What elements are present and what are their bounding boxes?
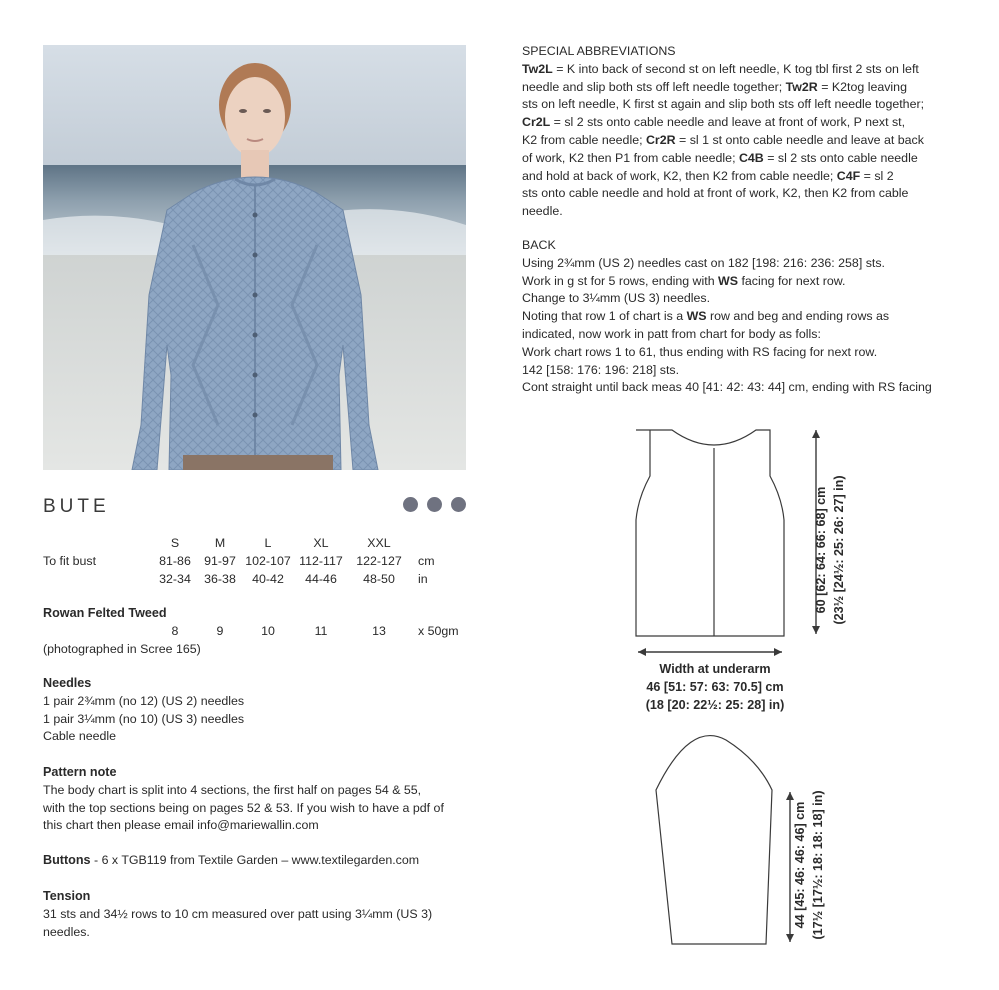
pattern-note-line: with the top sections being on pages 52 & 53. If you wish to have a pdf of	[43, 800, 444, 815]
needle-item: 1 pair 3¼mm (no 10) (US 3) needles	[43, 711, 245, 726]
yarn-qty: 9	[216, 624, 224, 638]
abbreviations-segment: = sl 2 sts onto cable needle and leave at front of work, P next st,	[550, 115, 906, 130]
buttons-text: - 6 x TGB119 from Textile Garden – www.textilegarden.com	[90, 853, 420, 867]
back-segment: facing for next row.	[738, 273, 846, 288]
abbreviations-segment: K2 from cable needle;	[522, 132, 646, 147]
abbreviations-segment: sts onto cable needle and hold at front of work, K2, then K2 from cable	[522, 186, 909, 201]
pattern-note-section	[43, 764, 444, 835]
abbreviations-line	[522, 96, 924, 114]
bust-in: 48-50	[363, 572, 395, 586]
back-line	[522, 344, 932, 362]
back-text	[522, 255, 932, 397]
model-illustration	[43, 45, 466, 470]
abbreviations-segment: C4F	[836, 168, 861, 183]
back-segment: Noting that row 1 of chart is a	[522, 309, 687, 324]
abbreviations-segment: sts on left needle, K first st again and slip both sts off left needle together;	[522, 97, 925, 112]
unit-cm: cm	[418, 554, 435, 568]
needles-section	[43, 675, 244, 746]
abbreviations-segment: of work, K2 then P1 from cable needle;	[522, 150, 739, 165]
yarn-note: (photographed in Scree 165)	[43, 642, 201, 656]
bust-in: 44-46	[305, 572, 337, 586]
back-line	[522, 362, 932, 380]
abbreviations-segment: Tw2L	[522, 61, 553, 76]
bust-cm: 122-127	[356, 554, 402, 568]
width-in: (18 [20: 22½: 25: 28] in)	[645, 698, 785, 712]
tension-title: Tension	[43, 889, 91, 903]
abbreviations-segment: = sl 2	[860, 168, 894, 183]
abbreviations-segment: C4B	[738, 150, 764, 165]
abbreviations-segment: = sl 1 st onto cable needle and leave at back	[675, 132, 924, 147]
sweater-photo	[43, 45, 466, 470]
size-header: L	[264, 536, 272, 550]
bust-cm: 91-97	[204, 554, 236, 568]
sleeve-length-label	[791, 750, 831, 980]
pattern-note-line: this chart then please email info@mariewallin.com	[43, 818, 319, 833]
back-line	[522, 255, 932, 273]
abbreviations-line	[522, 61, 924, 79]
abbreviations-line	[522, 132, 924, 150]
skill-dot	[403, 497, 418, 512]
yarn-qty: 11	[314, 624, 328, 638]
bust-cm: 112-117	[299, 554, 343, 568]
abbreviations-segment: Cr2R	[645, 132, 676, 147]
abbreviations-line	[522, 150, 924, 168]
body-width-label	[600, 660, 830, 714]
skill-dot	[427, 497, 442, 512]
yarn-qty: 8	[171, 624, 179, 638]
abbreviations-line	[522, 185, 924, 203]
size-header: XL	[313, 536, 329, 550]
back-segment: Using 2¾mm (US 2) needles cast on 182 [198: 216: 236: 258] sts.	[522, 255, 885, 270]
back-segment: Cont straight until back meas 40 [41: 42: 43: 44] cm, ending with RS facing	[522, 380, 932, 395]
tension-section	[43, 888, 432, 941]
back-section	[522, 237, 932, 397]
abbreviations-text	[522, 61, 924, 221]
back-line	[522, 326, 932, 344]
needles-title: Needles	[43, 676, 92, 690]
unit-in: in	[418, 572, 428, 586]
abbreviations-line	[522, 114, 924, 132]
fit-bust-label: To fit bust	[43, 554, 97, 568]
back-line	[522, 290, 932, 308]
back-title: BACK	[522, 238, 556, 252]
bust-in: 40-42	[252, 572, 284, 586]
bust-in: 32-34	[159, 572, 191, 586]
height-in: (23½ [24½: 25: 26: 27] in)	[832, 475, 846, 625]
back-line	[522, 273, 932, 291]
back-line	[522, 379, 932, 397]
sleeve-length-in: (17½ [17½: 18: 18: 18] in)	[811, 790, 825, 940]
abbreviations-segment: = K into back of second st on left needle, K tog tbl first 2 sts on left	[552, 61, 919, 76]
size-header: S	[170, 536, 180, 550]
body-height-label	[812, 430, 852, 670]
abbreviations-line	[522, 203, 924, 221]
height-cm: 60 [62: 64: 66: 68] cm	[814, 486, 828, 614]
back-segment: Work in g st for 5 rows, ending with	[522, 273, 719, 288]
width-cm: 46 [51: 57: 63: 70.5] cm	[646, 680, 784, 694]
abbreviations-segment: needle and slip both sts off left needle together;	[522, 79, 786, 94]
buttons-section	[43, 852, 419, 870]
body-outline	[636, 430, 784, 636]
width-label: Width at underarm	[659, 662, 771, 676]
sleeve-outline	[656, 736, 772, 944]
abbreviations-segment: Cr2L	[522, 115, 551, 130]
yarn-qty: 13	[372, 624, 386, 638]
pattern-title: BUTE	[43, 496, 110, 517]
sleeve-length-cm: 44 [45: 46: 46: 46] cm	[793, 801, 807, 929]
abbreviations-segment: = K2tog leaving	[817, 79, 907, 94]
abbreviations-title: SPECIAL ABBREVIATIONS	[522, 44, 676, 58]
needle-item: Cable needle	[43, 729, 117, 744]
buttons-title: Buttons	[43, 853, 91, 867]
size-header: M	[214, 536, 226, 550]
bust-cm: 102-107	[245, 554, 291, 568]
abbreviations-segment: and hold at back of work, K2, then K2 from cable needle;	[522, 168, 837, 183]
needle-item: 1 pair 2¾mm (no 12) (US 2) needles	[43, 693, 245, 708]
back-segment: row and beg and ending rows as	[706, 309, 890, 324]
bust-cm: 81-86	[159, 554, 191, 568]
yarn-qty: 10	[261, 624, 275, 638]
back-segment: WS	[718, 273, 739, 288]
abbreviations-segment: needle.	[522, 204, 563, 219]
back-line	[522, 308, 932, 326]
pattern-note-title: Pattern note	[43, 765, 117, 779]
back-segment: WS	[686, 309, 707, 324]
back-segment: Change to 3¼mm (US 3) needles.	[522, 291, 711, 306]
abbreviations-segment: = sl 2 sts onto cable needle	[763, 150, 918, 165]
back-segment: 142 [158: 176: 196: 218] sts.	[522, 362, 680, 377]
tension-line: needles.	[43, 924, 90, 939]
pattern-note-line: The body chart is split into 4 sections, the first half on pages 54 & 55,	[43, 782, 422, 797]
skill-dot	[451, 497, 466, 512]
abbreviations-section	[522, 43, 924, 221]
arrow-head	[774, 648, 782, 656]
tension-line: 31 sts and 34½ rows to 10 cm measured over patt using 3¼mm (US 3)	[43, 906, 433, 921]
abbreviations-line	[522, 79, 924, 97]
yarn-unit: x 50gm	[418, 624, 459, 638]
yarn-title: Rowan Felted Tweed	[43, 606, 167, 620]
abbreviations-line	[522, 168, 924, 186]
bust-in: 36-38	[204, 572, 236, 586]
arrow-head	[638, 648, 646, 656]
size-header: XXL	[367, 536, 391, 550]
abbreviations-segment: Tw2R	[785, 79, 818, 94]
back-segment: Work chart rows 1 to 61, thus ending with RS facing for next row.	[522, 344, 878, 359]
back-segment: indicated, now work in patt from chart for body as folls:	[522, 326, 821, 341]
